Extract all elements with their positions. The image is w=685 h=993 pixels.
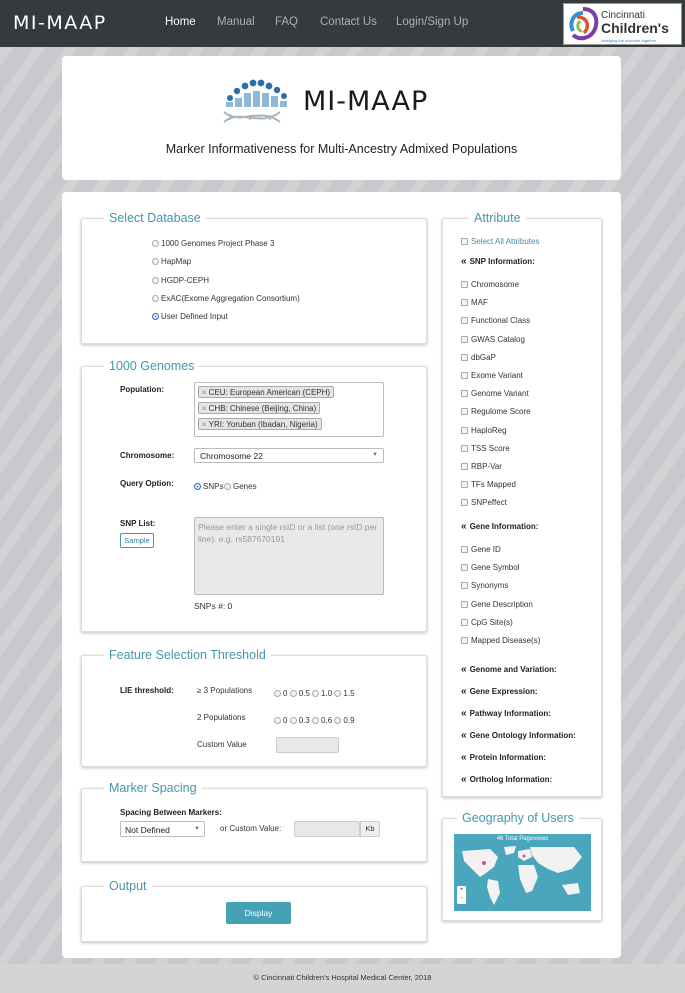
- map-caption: 46 Total Pageviews: [496, 836, 549, 842]
- radio-icon[interactable]: [224, 483, 231, 490]
- header-panel: [62, 56, 621, 180]
- snp-attribute-list: [461, 276, 531, 513]
- threshold-option: 0.6: [321, 716, 333, 725]
- attribute-label: Functional Class: [471, 316, 531, 326]
- users-world-map[interactable]: [454, 834, 591, 911]
- db-option-hapmap[interactable]: [152, 257, 191, 266]
- checkbox-icon[interactable]: [461, 601, 468, 608]
- attribute-item[interactable]: [461, 632, 540, 650]
- population-tag-label: CEU: European American (CEPH): [208, 388, 331, 397]
- display-button[interactable]: Display: [226, 902, 291, 924]
- snp-list-textarea[interactable]: Please enter a single rsID or a list (one rsID per line). e.g. rs587670191: [194, 517, 384, 595]
- checkbox-icon[interactable]: [461, 238, 468, 245]
- cincinnati-childrens-logo[interactable]: [563, 3, 682, 45]
- query-option-genes[interactable]: [224, 482, 257, 491]
- query-option-label-text: Genes: [233, 482, 257, 491]
- gene-ontology-header[interactable]: [461, 725, 576, 747]
- attribute-item[interactable]: [461, 596, 540, 614]
- header-label: Ortholog Information:: [469, 775, 553, 784]
- attribute-item[interactable]: [461, 312, 531, 330]
- spacing-select-value: Not Defined: [125, 825, 170, 835]
- query-option-label-text: SNPs: [203, 482, 224, 491]
- checkbox-icon[interactable]: [461, 427, 468, 434]
- radio-icon[interactable]: [274, 690, 281, 697]
- threshold-option: 0: [283, 689, 288, 698]
- checkbox-icon[interactable]: [461, 336, 468, 343]
- section-title: Attribute: [469, 211, 526, 225]
- db-option-label: HapMap: [161, 257, 192, 266]
- output-section: [81, 879, 427, 942]
- checkbox-icon[interactable]: [461, 445, 468, 452]
- radio-icon[interactable]: [274, 717, 281, 724]
- checkbox-icon[interactable]: [461, 372, 468, 379]
- section-title: Select Database: [104, 211, 206, 225]
- section-title: Marker Spacing: [104, 781, 202, 795]
- checkbox-icon[interactable]: [461, 619, 468, 626]
- query-option-snps[interactable]: [194, 482, 223, 491]
- snp-count: SNPs #: 0: [194, 601, 233, 611]
- brand-logo[interactable]: MI-MAAP: [13, 12, 107, 34]
- spacing-select[interactable]: [120, 821, 205, 837]
- checkbox-icon[interactable]: [461, 354, 468, 361]
- top-navbar: [0, 0, 685, 47]
- chromosome-value: Chromosome 22: [200, 451, 263, 461]
- footer: [0, 964, 685, 993]
- attribute-label: Genome Variant: [471, 389, 529, 399]
- gene-attribute-list: [461, 541, 540, 650]
- nav-login-signup[interactable]: Login/Sign Up: [396, 16, 469, 28]
- db-option-1000-genomes[interactable]: [152, 239, 274, 248]
- remove-tag-icon[interactable]: ×: [202, 388, 207, 397]
- radio-icon[interactable]: [152, 277, 159, 284]
- checkbox-icon[interactable]: [461, 390, 468, 397]
- remove-tag-icon[interactable]: ×: [202, 420, 207, 429]
- pathway-info-header[interactable]: [461, 703, 576, 725]
- double-chevron-left-icon: «: [461, 752, 467, 763]
- section-title: 1000 Genomes: [104, 359, 199, 373]
- db-option-label: ExAC(Exome Aggregation Consortium): [161, 294, 300, 303]
- radio-icon[interactable]: [152, 258, 159, 265]
- map-marker-icon: [523, 855, 526, 858]
- row1-options: [274, 689, 355, 698]
- custom-spacing-input[interactable]: [294, 821, 360, 837]
- logo-line1: Cincinnati: [601, 10, 645, 21]
- query-option-label: Query Option:: [120, 479, 174, 488]
- row1-label: ≥ 3 Populations: [197, 686, 253, 695]
- population-tag-label: CHB: Chinese (Beijing, China): [208, 404, 317, 413]
- attribute-label: dbGaP: [471, 352, 496, 362]
- chromosome-label: Chromosome:: [120, 451, 175, 460]
- threshold-option: 1.5: [343, 689, 355, 698]
- double-chevron-left-icon: «: [461, 521, 467, 532]
- marker-spacing-section: [81, 781, 427, 862]
- db-option-label: User Defined Input: [161, 312, 228, 321]
- population-tag: [198, 418, 322, 430]
- world-map-shape: [454, 843, 591, 909]
- attribute-item[interactable]: [461, 349, 531, 367]
- geography-section: [442, 811, 602, 921]
- sample-button[interactable]: Sample: [120, 533, 154, 548]
- double-chevron-left-icon: «: [461, 730, 467, 741]
- spacing-label: Spacing Between Markers:: [120, 808, 222, 817]
- threshold-option: 0.5: [298, 689, 310, 698]
- population-multiselect[interactable]: [194, 382, 384, 437]
- threshold-option: 1.0: [321, 689, 333, 698]
- radio-icon[interactable]: [334, 690, 341, 697]
- attribute-label: Exome Variant: [471, 371, 523, 381]
- select-database-section: [81, 211, 427, 344]
- attribute-section: [442, 211, 602, 797]
- page-subtitle: Marker Informativeness for Multi-Ancestry Admixed Populations: [165, 142, 518, 156]
- zoom-out-button[interactable]: -: [460, 895, 463, 901]
- threshold-option: 0.3: [298, 716, 310, 725]
- custom-threshold-input[interactable]: [276, 737, 339, 753]
- attribute-item[interactable]: [461, 276, 531, 294]
- checkbox-icon[interactable]: [461, 299, 468, 306]
- checkbox-icon[interactable]: [461, 408, 468, 415]
- attribute-item[interactable]: [461, 367, 531, 385]
- protein-info-header[interactable]: [461, 747, 576, 769]
- attribute-label: Regulome Score: [471, 407, 531, 417]
- threshold-option: 0.9: [343, 716, 355, 725]
- attribute-item[interactable]: [461, 403, 531, 421]
- attribute-item[interactable]: [461, 476, 531, 494]
- nav-contact-us[interactable]: Contact Us: [320, 16, 377, 28]
- attribute-label: Gene Description: [471, 599, 533, 609]
- select-all-label: Select All Attributes: [471, 237, 540, 246]
- snp-info-header[interactable]: [461, 256, 535, 267]
- attribute-item[interactable]: [461, 331, 531, 349]
- checkbox-icon[interactable]: [461, 281, 468, 288]
- checkbox-icon[interactable]: [461, 546, 468, 553]
- genomes-section: [81, 359, 427, 632]
- attribute-item[interactable]: [461, 385, 531, 403]
- db-option-exac[interactable]: [152, 294, 300, 303]
- remove-tag-icon[interactable]: ×: [202, 404, 207, 413]
- double-chevron-left-icon: «: [461, 664, 467, 675]
- attribute-item[interactable]: [461, 541, 540, 559]
- attribute-label: SNPeffect: [471, 498, 507, 508]
- attribute-label: Chromosome: [471, 280, 520, 289]
- db-option-label: HGDP-CEPH: [161, 276, 210, 285]
- checkbox-icon[interactable]: [461, 582, 468, 589]
- attribute-label: GWAS Catalog: [471, 334, 525, 344]
- checkbox-icon[interactable]: [461, 637, 468, 644]
- radio-icon[interactable]: [334, 717, 341, 724]
- radio-icon[interactable]: [290, 690, 297, 697]
- lie-threshold-label: LIE threshold:: [120, 686, 174, 695]
- gene-info-header[interactable]: [461, 521, 538, 532]
- attribute-label: Gene Symbol: [471, 563, 520, 573]
- custom-value-label: Custom Value: [197, 740, 247, 749]
- double-chevron-left-icon: «: [461, 686, 467, 697]
- attribute-label: TSS Score: [471, 443, 510, 453]
- chevron-down-icon: ▼: [372, 452, 378, 458]
- population-tag: [198, 386, 334, 398]
- attribute-label: MAF: [471, 298, 488, 308]
- nav-manual[interactable]: Manual: [217, 16, 255, 28]
- attribute-label: HaploReg: [471, 425, 507, 435]
- attribute-label: Synonyms: [471, 581, 509, 591]
- select-all-attributes[interactable]: [461, 237, 539, 246]
- radio-icon[interactable]: [290, 717, 297, 724]
- section-title: Feature Selection Threshold: [104, 648, 271, 662]
- db-option-user-defined[interactable]: [152, 312, 228, 321]
- row2-label: 2 Populations: [197, 713, 246, 722]
- attribute-item[interactable]: [461, 440, 531, 458]
- population-tag: [198, 402, 320, 414]
- threshold-option: 0: [283, 716, 288, 725]
- kb-unit-addon: Kb: [360, 821, 380, 837]
- header-label: Gene Ontology Information:: [469, 731, 576, 740]
- attribute-label: RBP-Var: [471, 462, 502, 472]
- header-label: Protein Information:: [469, 753, 547, 762]
- attribute-item[interactable]: [461, 559, 540, 577]
- chromosome-select[interactable]: [194, 448, 384, 463]
- section-title: Geography of Users: [457, 811, 579, 825]
- radio-icon[interactable]: [312, 690, 319, 697]
- genome-variation-header[interactable]: [461, 659, 576, 681]
- attribute-item[interactable]: [461, 422, 531, 440]
- nav-home[interactable]: Home: [165, 16, 196, 28]
- population-tag-label: YRI: Yoruban (Ibadan, Nigeria): [208, 420, 318, 429]
- radio-icon[interactable]: [152, 240, 159, 247]
- checkbox-icon[interactable]: [461, 564, 468, 571]
- radio-icon[interactable]: [152, 295, 159, 302]
- gene-expression-header[interactable]: [461, 681, 576, 703]
- logo-line2: Children's: [601, 20, 669, 36]
- chevron-down-icon: ▼: [194, 826, 200, 832]
- snp-list-label: SNP List:: [120, 519, 156, 528]
- row2-options: [274, 716, 355, 725]
- checkbox-icon[interactable]: [461, 499, 468, 506]
- zoom-in-button[interactable]: +: [459, 887, 464, 893]
- header-label: Gene Information:: [469, 522, 539, 531]
- header-label: SNP Information:: [469, 257, 535, 266]
- section-title: Output: [104, 879, 152, 893]
- childrens-swirl-icon: [566, 7, 600, 43]
- header-label: Pathway Information:: [469, 709, 551, 718]
- map-marker-icon: [482, 861, 486, 865]
- header-label: Gene Expression:: [469, 687, 538, 696]
- radio-icon[interactable]: [312, 717, 319, 724]
- radio-selected-icon[interactable]: [152, 313, 159, 320]
- attribute-label: TFs Mapped: [471, 480, 516, 490]
- db-option-hgdp[interactable]: [152, 276, 209, 285]
- population-label: Population:: [120, 385, 164, 394]
- checkbox-icon[interactable]: [461, 317, 468, 324]
- double-chevron-left-icon: «: [461, 708, 467, 719]
- header-label: Genome and Variation:: [469, 665, 557, 674]
- copyright-text: © Cincinnati Children's Hospital Medical Center, 2018: [253, 973, 432, 982]
- attribute-label: Gene ID: [471, 545, 501, 554]
- collapsed-sections: [461, 659, 576, 791]
- double-chevron-left-icon: «: [461, 256, 467, 267]
- checkbox-icon[interactable]: [461, 463, 468, 470]
- attribute-item[interactable]: [461, 614, 540, 632]
- threshold-section: [81, 648, 427, 767]
- checkbox-icon[interactable]: [461, 481, 468, 488]
- attribute-label: Mapped Disease(s): [471, 636, 541, 646]
- double-chevron-left-icon: «: [461, 774, 467, 785]
- logo-tagline: changing the outcome together: [601, 38, 657, 43]
- ortholog-info-header[interactable]: [461, 769, 576, 791]
- header-logo-text: MI-MAAP: [303, 86, 429, 117]
- attribute-item[interactable]: [461, 494, 531, 512]
- attribute-label: CpG Site(s): [471, 617, 513, 627]
- attribute-item[interactable]: [461, 294, 531, 312]
- custom-spacing-label: or Custom Value:: [220, 824, 282, 833]
- db-option-label: 1000 Genomes Project Phase 3: [161, 239, 275, 248]
- attribute-item[interactable]: [461, 458, 531, 476]
- radio-selected-icon[interactable]: [194, 483, 201, 490]
- attribute-item[interactable]: [461, 577, 540, 595]
- nav-faq[interactable]: FAQ: [275, 16, 299, 28]
- dna-logo-icon: [220, 76, 300, 128]
- map-zoom-controls: [457, 886, 466, 904]
